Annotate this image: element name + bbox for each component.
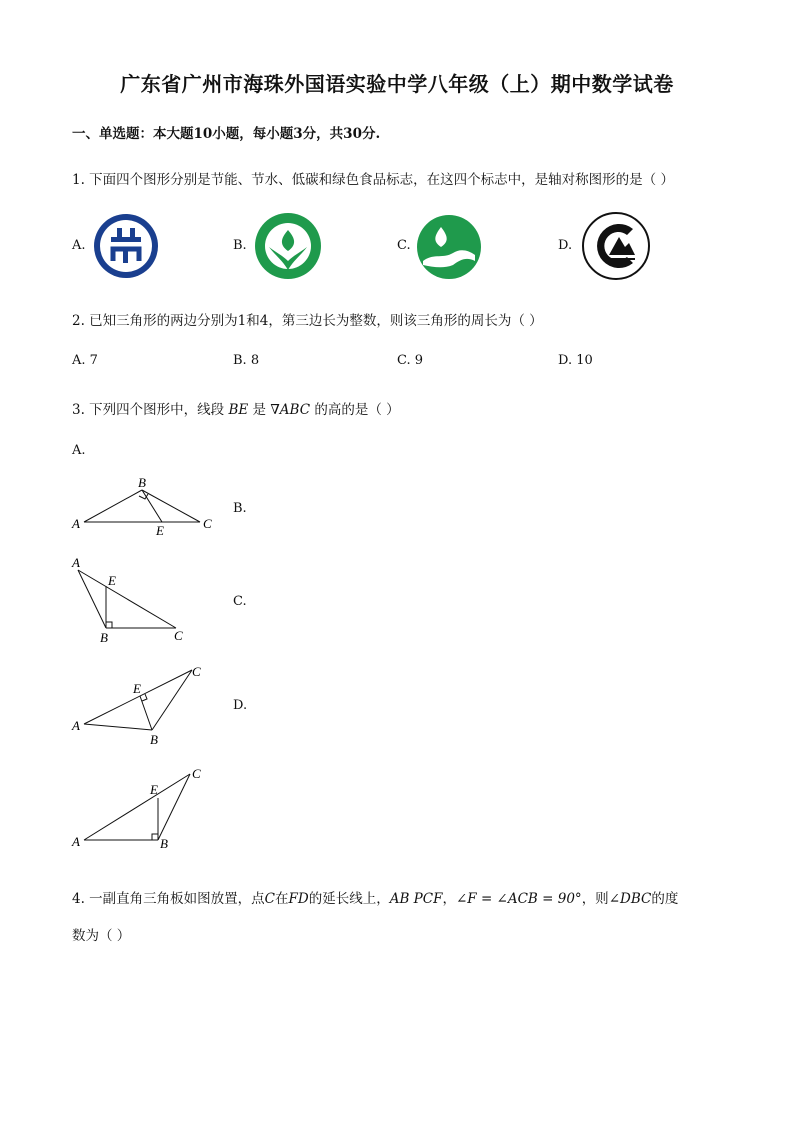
- svg-text:C: C: [192, 664, 201, 679]
- q1-option-a-label: A.: [72, 238, 86, 253]
- question-1-stem: 1. 下面四个图形分别是节能、节水、低碳和绿色食品标志，在这四个标志中，是轴对称图形的是（ ）: [72, 172, 674, 188]
- green-food-logo-icon: [581, 211, 651, 281]
- svg-text:E: E: [133, 681, 141, 696]
- q1-option-d-label: D.: [558, 238, 573, 253]
- svg-text:C: C: [192, 766, 201, 781]
- q3-figure-d: [68, 762, 218, 856]
- q3-option-b-label: B.: [233, 501, 247, 516]
- q2-option-a: A. 7: [72, 353, 98, 368]
- q2-option-d: D. 10: [558, 353, 593, 368]
- svg-text:B: B: [100, 630, 108, 645]
- low-carbon-logo-icon: [415, 213, 483, 281]
- q2-option-b: B. 8: [233, 353, 260, 368]
- q2-option-c: C. 9: [397, 353, 424, 368]
- svg-text:C: C: [203, 516, 212, 531]
- svg-text:E: E: [156, 523, 164, 538]
- svg-text:B: B: [160, 836, 168, 851]
- svg-text:B: B: [150, 732, 158, 747]
- svg-text:A: A: [72, 555, 80, 570]
- svg-text:E: E: [108, 573, 116, 588]
- section-heading: 一、单选题：本大题10小题，每小题3分，共30分.: [72, 126, 381, 142]
- q1-option-c-label: C.: [397, 238, 411, 253]
- svg-text:A: A: [72, 718, 80, 733]
- q3-figure-b: [68, 552, 208, 648]
- question-2-stem: 2. 已知三角形的两边分别为1和4，第三边长为整数，则该三角形的周长为（ ）: [72, 313, 543, 329]
- q3-option-d-label: D.: [233, 698, 248, 713]
- water-saving-logo-icon: [253, 211, 323, 281]
- page-title: 广东省广州市海珠外国语实验中学八年级（上）期中数学试卷: [120, 72, 674, 96]
- energy-saving-logo-icon: [91, 211, 161, 281]
- question-3-stem: 3. 下列四个图形中，线段 BE 是 ∇ABC 的高的是（ ）: [72, 402, 400, 418]
- svg-text:A: A: [72, 834, 80, 849]
- q3-figure-a: [68, 470, 228, 540]
- svg-text:E: E: [150, 782, 158, 797]
- q3-option-c-label: C.: [233, 594, 247, 609]
- svg-text:C: C: [174, 628, 183, 643]
- q3-option-a-label: A.: [72, 443, 86, 458]
- question-4-stem-line2: 数为（ ）: [72, 928, 131, 944]
- q3-figure-c: [68, 658, 218, 752]
- svg-text:B: B: [138, 475, 146, 490]
- question-4-stem-line1: 4. 一副直角三角板如图放置，点C在FD的延长线上，AB PCF，∠F = ∠ACB = 90°，则∠DBC的度: [72, 891, 679, 907]
- q1-option-b-label: B.: [233, 238, 247, 253]
- svg-text:A: A: [72, 516, 80, 531]
